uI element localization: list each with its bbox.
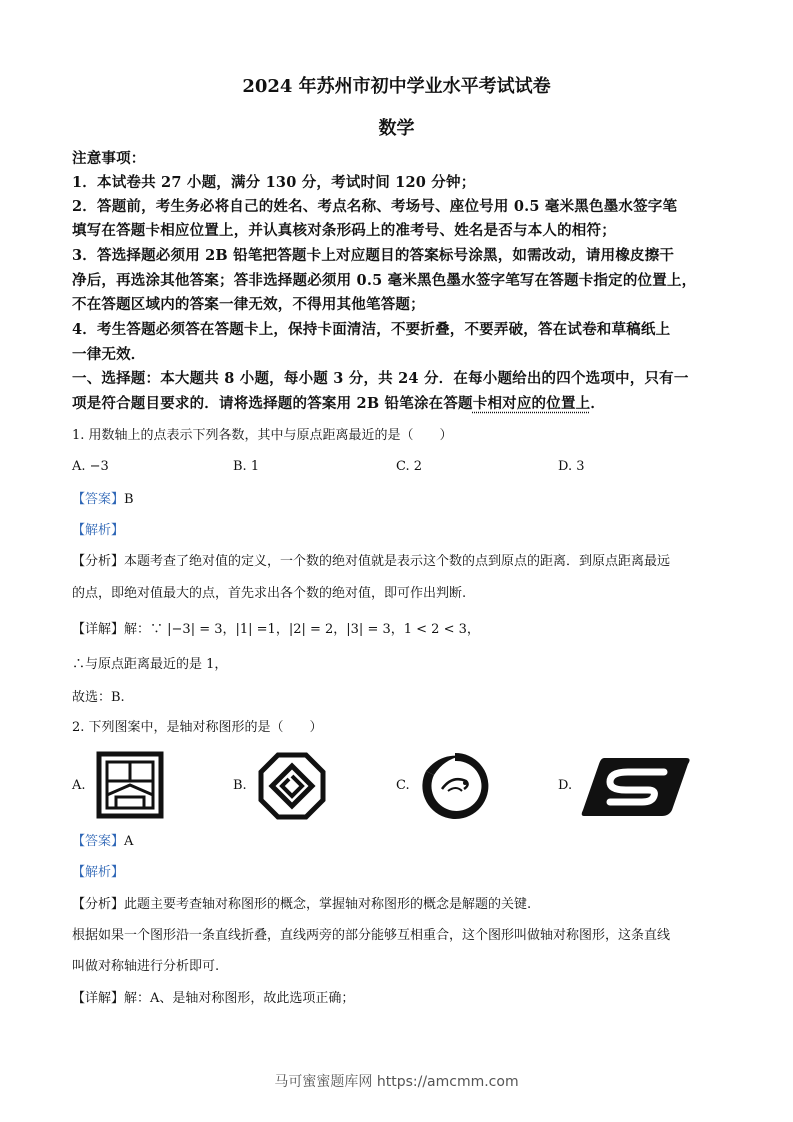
pattern-b-figure xyxy=(258,752,326,824)
q2-option-b: B. xyxy=(233,778,247,793)
q1-stem: 1. 用数轴上的点表示下列各数，其中与原点距离最近的是（ ） xyxy=(72,428,453,443)
q1-fenxi xyxy=(72,552,732,572)
section-heading: 一、选择题：本大题共 8 小题，每小题 3 分，共 24 分．在每小题给出的四个选项中，只有一 xyxy=(72,370,689,387)
q1-option-c: C. 2 xyxy=(396,459,423,474)
detail-tag: 【详解】 xyxy=(72,991,125,1006)
q1-fenxi-cont: 的点，即绝对值最大的点，首先求出各个数的绝对值，即可作出判断. xyxy=(72,586,467,601)
fenxi-tag: 【分析】 xyxy=(72,897,125,912)
detail-tag: 【详解】 xyxy=(72,622,125,637)
notice-line: 净后，再选涂其他答案；答非选择题必须用 0.5 毫米黑色墨水签字笔写在答题卡指定的位置上， xyxy=(72,272,697,289)
notice-line: 3．答选择题必须用 2B 铅笔把答题卡上对应题目的答案标号涂黑，如需改动，请用橡皮擦干 xyxy=(72,247,675,264)
q1-conclusion: ∴与原点距离最近的是 1， xyxy=(72,657,228,672)
q2-para-cont: 叫做对称轴进行分析即可. xyxy=(72,959,220,974)
fenxi-text: 本题考查了绝对值的定义，一个数的绝对值就是表示这个数的点到原点的距离．到原点距离最远 xyxy=(124,554,671,569)
answer-value: A xyxy=(124,834,134,849)
pattern-a-figure xyxy=(96,751,164,823)
q1-choose: 故选：B. xyxy=(72,690,125,705)
notice-line: 一律无效． xyxy=(72,346,146,363)
q1-analysis xyxy=(72,521,732,541)
fenxi-text: 此题主要考查轴对称图形的概念，掌握轴对称图形的概念是解题的关键. xyxy=(124,897,532,912)
answer-value: B xyxy=(124,492,134,507)
q2-analysis xyxy=(72,863,732,883)
analysis-tag: 【解析】 xyxy=(72,865,125,880)
pattern-d-figure xyxy=(580,754,692,824)
analysis-tag: 【解析】 xyxy=(72,523,125,538)
notice-line: 4．考生答题必须答在答题卡上，保持卡面清洁，不要折叠，不要弄破，答在试卷和草稿纸上 xyxy=(72,321,671,338)
section-text: 项是符合题目要求的．请将选择题的答案用 2B 铅笔涂在答题 xyxy=(72,395,473,412)
q2-option-d: D. xyxy=(558,778,573,793)
section-heading-cont xyxy=(72,392,732,416)
notice-line: 填写在答题卡相应位置上，并认真核对条形码上的准考号、姓名是否与本人的相符； xyxy=(72,222,616,239)
fenxi-tag: 【分析】 xyxy=(72,554,125,569)
q2-stem: 2. 下列图案中，是轴对称图形的是（ ） xyxy=(72,720,323,735)
q2-fenxi xyxy=(72,895,732,915)
detail-text: 解：∵ |−3| = 3，|1| =1，|2| = 2，|3| = 3，1 < 2 < 3， xyxy=(124,622,480,637)
q1-detail xyxy=(72,620,732,640)
notice-line: 1．本试卷共 27 小题，满分 130 分，考试时间 120 分钟； xyxy=(72,174,476,191)
section-end: ． xyxy=(590,395,606,412)
q2-option-a: A. xyxy=(72,778,86,793)
q2-detail xyxy=(72,989,732,1009)
q1-option-d: D. 3 xyxy=(558,459,585,474)
q1-answer xyxy=(72,490,732,510)
q2-option-c: C. xyxy=(396,778,410,793)
detail-text: 解：A、是轴对称图形，故此选项正确； xyxy=(124,991,355,1006)
q1-option-b: B. 1 xyxy=(233,459,260,474)
subject-title: 数学 xyxy=(378,118,415,139)
footer-watermark: 马可蜜蜜题库网 https://amcmm.com xyxy=(274,1074,519,1090)
q2-para: 根据如果一个图形沿一条直线折叠，直线两旁的部分能够互相重合，这个图形叫做轴对称图形，这条直线 xyxy=(72,928,671,943)
answer-tag: 【答案】 xyxy=(72,492,125,507)
q2-answer xyxy=(72,832,732,852)
exam-title: 2024 年苏州市初中学业水平考试试卷 xyxy=(242,76,551,97)
section-emphasis: 卡相对应的位置上 xyxy=(472,395,591,412)
pattern-c-figure xyxy=(418,749,492,827)
notice-heading: 注意事项： xyxy=(72,150,146,167)
q1-option-a: A. −3 xyxy=(72,459,109,474)
notice-line: 2．答题前，考生务必将自己的姓名、考点名称、考场号、座位号用 0.5 毫米黑色墨水签字笔 xyxy=(72,198,678,215)
answer-tag: 【答案】 xyxy=(72,834,125,849)
notice-line: 不在答题区域内的答案一律无效，不得用其他笔答题； xyxy=(72,296,425,313)
